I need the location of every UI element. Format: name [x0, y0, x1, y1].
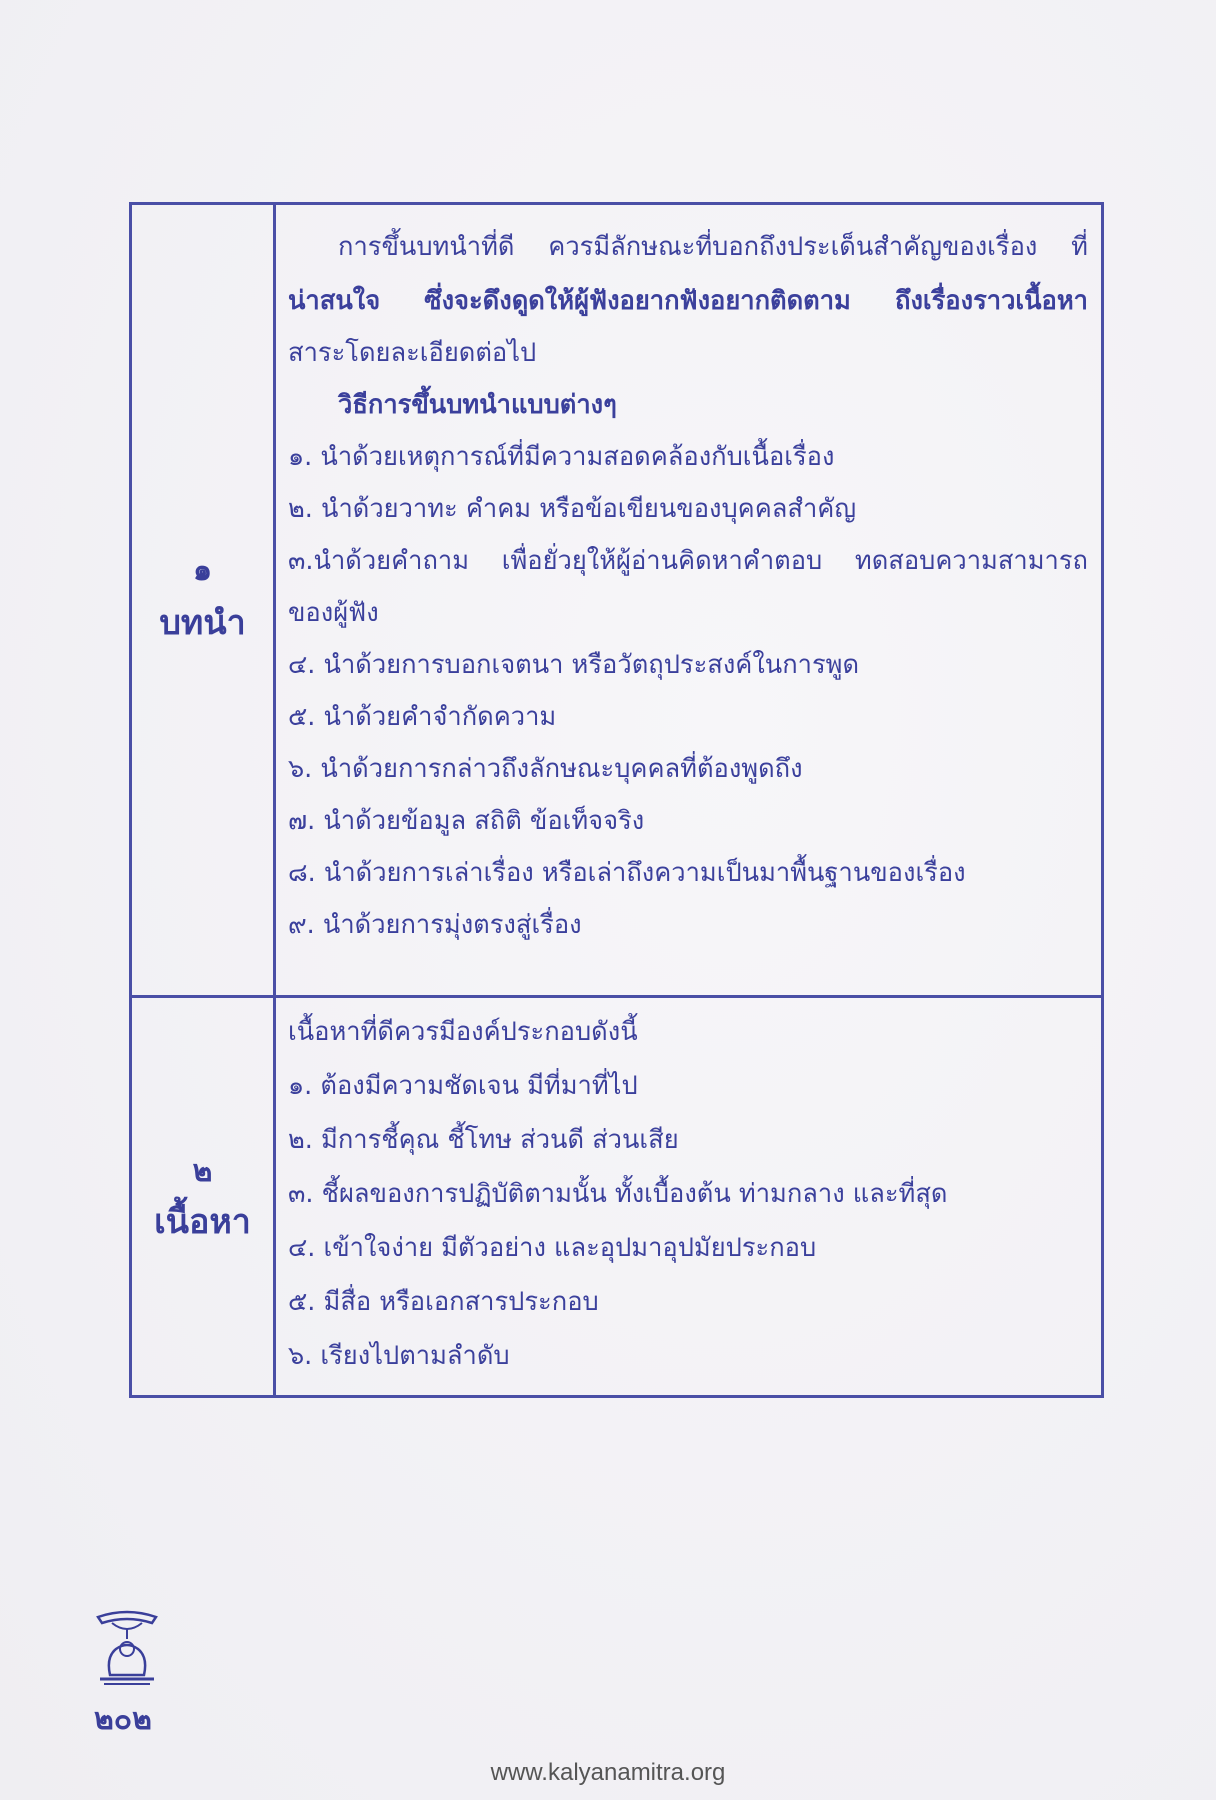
list-item: ๓.นำด้วยคำถาม เพื่อยั่วยุให้ผู้อ่านคิดหาคำตอบ ทดสอบความสามารถ [288, 546, 1088, 576]
paragraph-line: น่าสนใจ ซึ่งจะดึงดูดให้ผู้ฟังอยากฟังอยากติดตาม ถึงเรื่องราวเนื้อหา [288, 286, 1088, 316]
subheading: วิธีการขึ้นบทนำแบบต่างๆ [338, 390, 617, 420]
temple-seal-icon [92, 1605, 162, 1691]
list-item: ๙. นำด้วยการมุ่งตรงสู่เรื่อง [288, 910, 582, 940]
list-item: ๑. ต้องมีความชัดเจน มีที่มาที่ไป [288, 1071, 638, 1101]
paragraph-line: การขึ้นบทนำที่ดี ควรมีลักษณะที่บอกถึงประเด็นสำคัญของเรื่อง ที่ [338, 232, 1088, 262]
footer-url: www.kalyanamitra.org [490, 1759, 726, 1786]
list-item: ๘. นำด้วยการเล่าเรื่อง หรือเล่าถึงความเป็นมาพื้นฐานของเรื่อง [288, 858, 966, 888]
content-table [129, 202, 1104, 1398]
list-item: ๒. นำด้วยวาทะ คำคม หรือข้อเขียนของบุคคลสำคัญ [288, 494, 857, 524]
section-content-cell [276, 998, 1101, 1395]
list-item: ๕. นำด้วยคำจำกัดความ [288, 702, 557, 732]
table-row-content [132, 998, 1101, 1395]
paragraph-line: สาระโดยละเอียดต่อไป [288, 338, 537, 368]
list-item: ๕. มีสื่อ หรือเอกสารประกอบ [288, 1287, 599, 1317]
table-row-introduction [132, 205, 1101, 998]
section-label-cell [132, 205, 276, 995]
section-number: ๒ [192, 1154, 213, 1189]
list-item: ของผู้ฟัง [288, 598, 379, 628]
list-item: ๔. เข้าใจง่าย มีตัวอย่าง และอุปมาอุปมัยประกอบ [288, 1233, 817, 1263]
section-label-cell [132, 998, 276, 1395]
content-heading: เนื้อหาที่ดีควรมีองค์ประกอบดังนี้ [288, 1017, 638, 1047]
section-title: บทนำ [159, 603, 246, 643]
section-title: เนื้อหา [154, 1202, 251, 1242]
list-item: ๒. มีการชี้คุณ ชี้โทษ ส่วนดี ส่วนเสีย [288, 1125, 679, 1155]
section-number: ๑ [192, 553, 213, 588]
list-item: ๗. นำด้วยข้อมูล สถิติ ข้อเท็จจริง [288, 806, 645, 836]
list-item: ๖. เรียงไปตามลำดับ [288, 1341, 510, 1371]
list-item: ๓. ชี้ผลของการปฏิบัติตามนั้น ทั้งเบื้องต้น ท่ามกลาง และที่สุด [288, 1179, 948, 1209]
list-item: ๑. นำด้วยเหตุการณ์ที่มีความสอดคล้องกับเนื้อเรื่อง [288, 442, 835, 472]
list-item: ๔. นำด้วยการบอกเจตนา หรือวัตถุประสงค์ในการพูด [288, 650, 860, 680]
section-content-cell [276, 205, 1101, 995]
list-item: ๖. นำด้วยการกล่าวถึงลักษณะบุคคลที่ต้องพูดถึง [288, 754, 803, 784]
page-number: ๒๐๒ [94, 1702, 152, 1737]
